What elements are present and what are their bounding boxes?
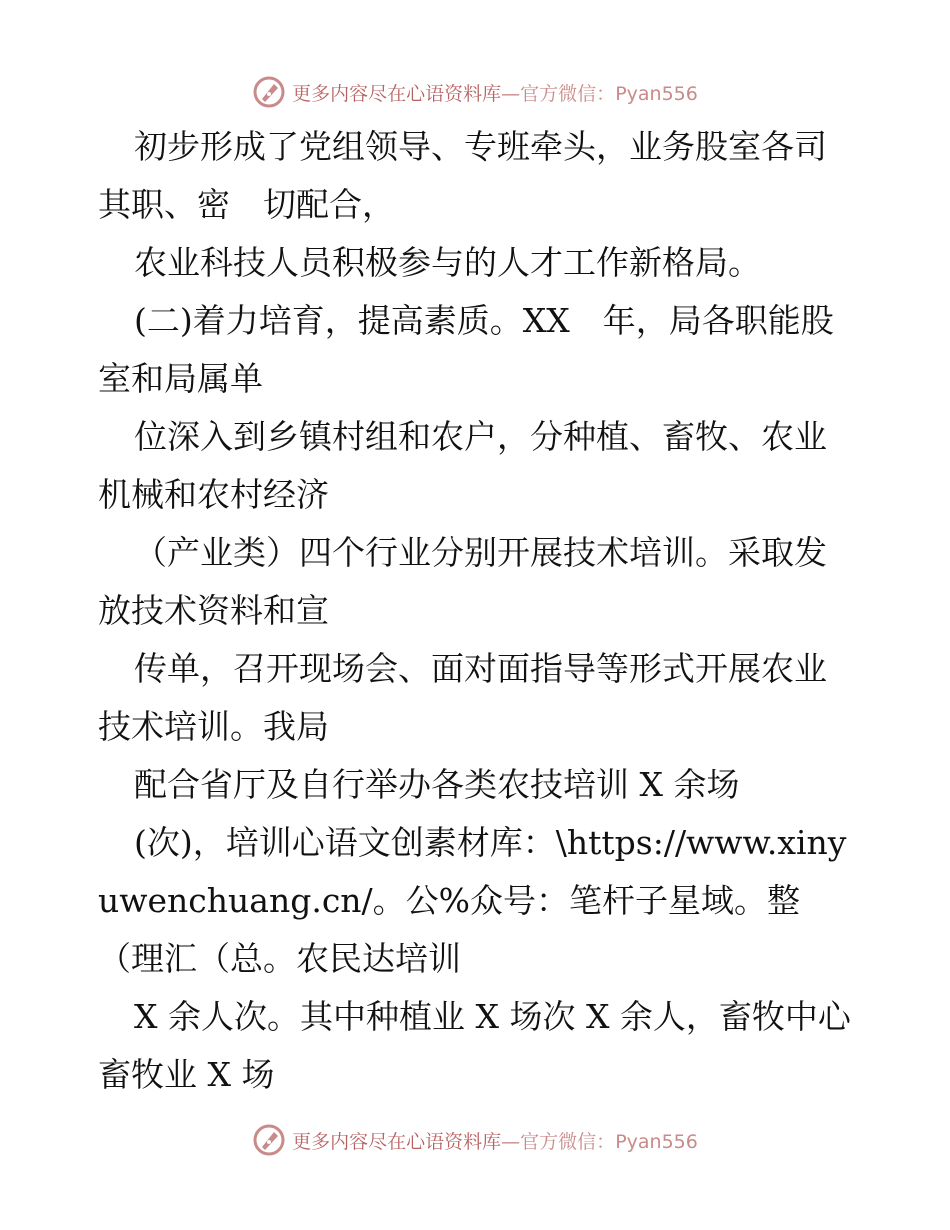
watermark-separator: — bbox=[501, 1130, 521, 1153]
paragraph: 配合省厅及自行举办各类农技培训 X 余场 bbox=[134, 765, 740, 804]
watermark-site-name: 更多内容尽在心语资料库 bbox=[292, 1130, 502, 1153]
watermark-wechat-id: Pyan556 bbox=[615, 82, 698, 105]
header-watermark-banner bbox=[0, 72, 950, 112]
paragraph: (次)，培训心语文创素材库：\https://www.xinyuwenchuang.cn/。公%众号：笔杆子星域。整（理汇（总。农民达培训 bbox=[98, 823, 847, 978]
watermark-site-name: 更多内容尽在心语资料库 bbox=[292, 82, 502, 105]
paragraph: 位深入到乡镇村组和农户，分种植、畜牧、农业机械和农村经济 bbox=[98, 417, 827, 514]
watermark-separator: — bbox=[501, 82, 521, 105]
paragraph: 初步形成了党组领导、专班牵头，业务股室各司其职、密 切配合， bbox=[98, 127, 827, 224]
paragraph: （产业类）四个行业分别开展技术培训。采取发放技术资料和宣 bbox=[98, 533, 827, 630]
watermark-text bbox=[292, 79, 698, 106]
document-body bbox=[98, 118, 858, 1104]
paragraph: X 余人次。其中种植业 X 场次 X 余人，畜牧中心畜牧业 X 场 bbox=[98, 997, 851, 1094]
watermark-official-label: 官方微信： bbox=[520, 1130, 616, 1153]
footer-watermark-banner bbox=[0, 1120, 950, 1160]
pen-nib-logo-icon bbox=[252, 1123, 286, 1157]
paragraph: (二)着力培育，提高素质。XX 年，局各职能股室和局属单 bbox=[98, 301, 834, 398]
watermark-official-label: 官方微信： bbox=[520, 82, 616, 105]
watermark-wechat-id: Pyan556 bbox=[615, 1130, 698, 1153]
paragraph: 农业科技人员积极参与的人才工作新格局。 bbox=[134, 243, 761, 282]
pen-nib-logo-icon bbox=[252, 75, 286, 109]
paragraph: 传单，召开现场会、面对面指导等形式开展农业技术培训。我局 bbox=[98, 649, 827, 746]
watermark-text bbox=[292, 1127, 698, 1154]
